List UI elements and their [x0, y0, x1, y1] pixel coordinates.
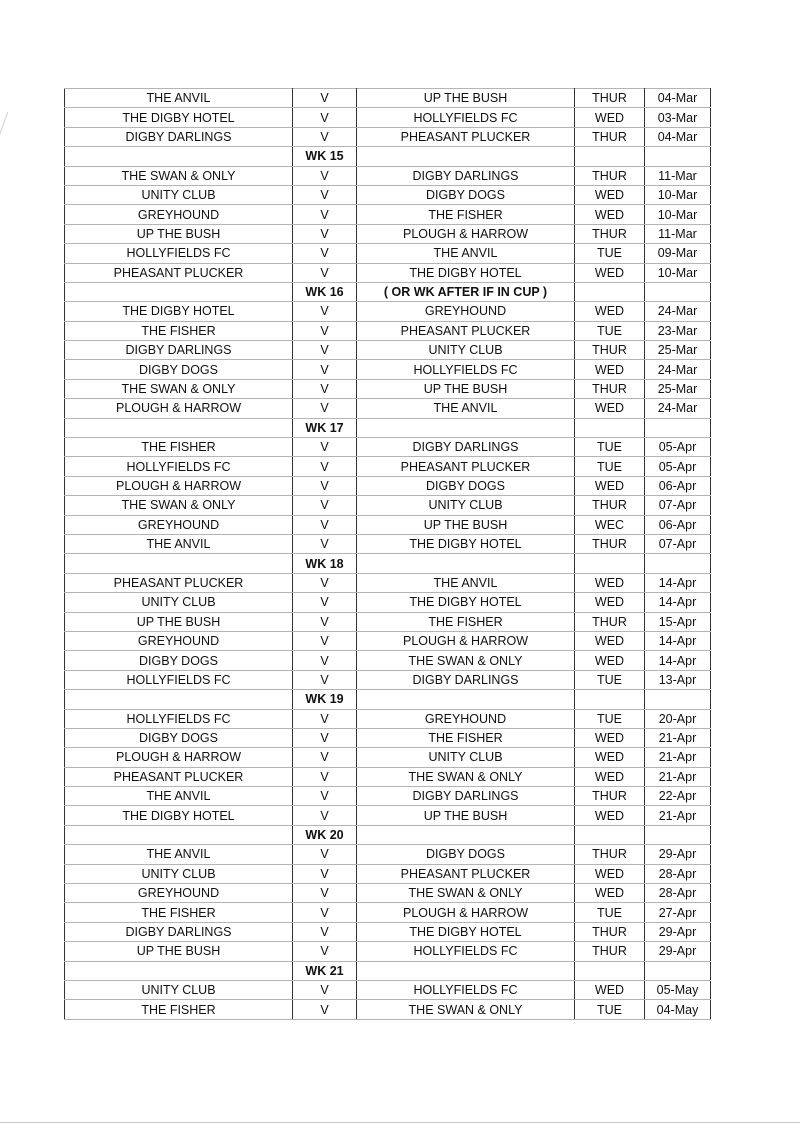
fixture-row — [65, 748, 711, 767]
match-date: 24-Mar — [645, 302, 711, 321]
home-team: HOLLYFIELDS FC — [65, 709, 293, 728]
match-date: 25-Mar — [645, 379, 711, 398]
fixture-row — [65, 360, 711, 379]
match-date: 20-Apr — [645, 709, 711, 728]
versus: V — [293, 457, 357, 476]
fixture-row — [65, 980, 711, 999]
match-date: 21-Apr — [645, 767, 711, 786]
match-date: 07-Apr — [645, 496, 711, 515]
week-date-spacer — [645, 690, 711, 709]
match-day: WED — [575, 980, 645, 999]
away-team: THE DIGBY HOTEL — [357, 593, 575, 612]
fixture-row — [65, 922, 711, 941]
week-spacer — [65, 961, 293, 980]
home-team: THE DIGBY HOTEL — [65, 302, 293, 321]
page-bottom-edge — [0, 1122, 800, 1123]
fixture-row — [65, 379, 711, 398]
week-date-spacer — [645, 147, 711, 166]
week-label: WK 20 — [293, 825, 357, 844]
home-team: PLOUGH & HARROW — [65, 399, 293, 418]
home-team: HOLLYFIELDS FC — [65, 670, 293, 689]
away-team: DIGBY DOGS — [357, 845, 575, 864]
fixture-row — [65, 457, 711, 476]
versus: V — [293, 224, 357, 243]
match-date: 06-Apr — [645, 476, 711, 495]
away-team: THE FISHER — [357, 205, 575, 224]
fixture-row — [65, 593, 711, 612]
week-date-spacer — [645, 418, 711, 437]
home-team: DIGBY DARLINGS — [65, 341, 293, 360]
match-day: WED — [575, 651, 645, 670]
week-header-row — [65, 418, 711, 437]
fixture-row — [65, 806, 711, 825]
away-team: PHEASANT PLUCKER — [357, 864, 575, 883]
home-team: DIGBY DOGS — [65, 728, 293, 747]
match-date: 13-Apr — [645, 670, 711, 689]
fixture-row — [65, 205, 711, 224]
fixture-row — [65, 670, 711, 689]
fixture-row — [65, 884, 711, 903]
week-note — [357, 961, 575, 980]
home-team: HOLLYFIELDS FC — [65, 244, 293, 263]
match-date: 04-Mar — [645, 127, 711, 146]
week-note — [357, 418, 575, 437]
away-team: UNITY CLUB — [357, 341, 575, 360]
match-date: 09-Mar — [645, 244, 711, 263]
match-day: THUR — [575, 612, 645, 631]
away-team: THE FISHER — [357, 728, 575, 747]
away-team: THE FISHER — [357, 612, 575, 631]
fixture-row — [65, 787, 711, 806]
versus: V — [293, 709, 357, 728]
match-date: 05-May — [645, 980, 711, 999]
away-team: THE SWAN & ONLY — [357, 767, 575, 786]
away-team: GREYHOUND — [357, 302, 575, 321]
match-date: 03-Mar — [645, 108, 711, 127]
fixture-row — [65, 476, 711, 495]
match-date: 22-Apr — [645, 787, 711, 806]
match-day: THUR — [575, 787, 645, 806]
week-header-row — [65, 147, 711, 166]
week-spacer — [65, 825, 293, 844]
match-day: TUE — [575, 457, 645, 476]
fixture-row — [65, 263, 711, 282]
away-team: PLOUGH & HARROW — [357, 631, 575, 650]
away-team: THE SWAN & ONLY — [357, 884, 575, 903]
match-day: THUR — [575, 534, 645, 553]
week-spacer — [65, 282, 293, 301]
match-date: 04-May — [645, 1000, 711, 1019]
away-team: THE SWAN & ONLY — [357, 1000, 575, 1019]
match-date: 10-Mar — [645, 263, 711, 282]
versus: V — [293, 631, 357, 650]
away-team: DIGBY DARLINGS — [357, 670, 575, 689]
versus: V — [293, 980, 357, 999]
match-date: 21-Apr — [645, 728, 711, 747]
fixture-row — [65, 399, 711, 418]
away-team: UP THE BUSH — [357, 515, 575, 534]
fixture-row — [65, 534, 711, 553]
week-date-spacer — [645, 825, 711, 844]
match-date: 14-Apr — [645, 651, 711, 670]
match-day: TUE — [575, 670, 645, 689]
home-team: THE SWAN & ONLY — [65, 379, 293, 398]
match-date: 29-Apr — [645, 942, 711, 961]
versus: V — [293, 593, 357, 612]
versus: V — [293, 787, 357, 806]
versus: V — [293, 127, 357, 146]
home-team: THE SWAN & ONLY — [65, 496, 293, 515]
versus: V — [293, 884, 357, 903]
versus: V — [293, 496, 357, 515]
match-day: WED — [575, 767, 645, 786]
versus: V — [293, 728, 357, 747]
fixtures-table — [64, 88, 711, 1020]
home-team: UP THE BUSH — [65, 224, 293, 243]
versus: V — [293, 379, 357, 398]
week-note — [357, 554, 575, 573]
versus: V — [293, 341, 357, 360]
match-day: WED — [575, 806, 645, 825]
match-day: WED — [575, 263, 645, 282]
match-day: TUE — [575, 1000, 645, 1019]
home-team: PHEASANT PLUCKER — [65, 767, 293, 786]
match-day: THUR — [575, 224, 645, 243]
week-date-spacer — [645, 961, 711, 980]
versus: V — [293, 864, 357, 883]
home-team: THE FISHER — [65, 438, 293, 457]
fixture-row — [65, 864, 711, 883]
home-team: UNITY CLUB — [65, 980, 293, 999]
match-date: 27-Apr — [645, 903, 711, 922]
match-date: 11-Mar — [645, 166, 711, 185]
match-day: WED — [575, 573, 645, 592]
match-date: 23-Mar — [645, 321, 711, 340]
home-team: UP THE BUSH — [65, 942, 293, 961]
home-team: DIGBY DOGS — [65, 651, 293, 670]
home-team: THE ANVIL — [65, 845, 293, 864]
home-team: PHEASANT PLUCKER — [65, 573, 293, 592]
week-day-spacer — [575, 147, 645, 166]
away-team: PLOUGH & HARROW — [357, 903, 575, 922]
versus: V — [293, 515, 357, 534]
away-team: PLOUGH & HARROW — [357, 224, 575, 243]
week-spacer — [65, 147, 293, 166]
match-day: WEC — [575, 515, 645, 534]
fixture-row — [65, 612, 711, 631]
fixture-row — [65, 166, 711, 185]
versus: V — [293, 670, 357, 689]
match-date: 10-Mar — [645, 205, 711, 224]
fixture-row — [65, 767, 711, 786]
away-team: DIGBY DARLINGS — [357, 787, 575, 806]
match-day: THUR — [575, 127, 645, 146]
versus: V — [293, 476, 357, 495]
home-team: HOLLYFIELDS FC — [65, 457, 293, 476]
fixture-row — [65, 942, 711, 961]
match-day: WED — [575, 399, 645, 418]
home-team: UP THE BUSH — [65, 612, 293, 631]
match-day: WED — [575, 108, 645, 127]
home-team: PLOUGH & HARROW — [65, 748, 293, 767]
home-team: THE FISHER — [65, 321, 293, 340]
away-team: DIGBY DOGS — [357, 476, 575, 495]
away-team: THE DIGBY HOTEL — [357, 922, 575, 941]
versus: V — [293, 942, 357, 961]
away-team: UP THE BUSH — [357, 89, 575, 108]
match-day: WED — [575, 476, 645, 495]
fixture-row — [65, 302, 711, 321]
away-team: THE ANVIL — [357, 573, 575, 592]
fixture-row — [65, 438, 711, 457]
week-date-spacer — [645, 554, 711, 573]
week-header-row — [65, 554, 711, 573]
match-day: TUE — [575, 709, 645, 728]
versus: V — [293, 399, 357, 418]
week-day-spacer — [575, 554, 645, 573]
home-team: GREYHOUND — [65, 205, 293, 224]
match-date: 28-Apr — [645, 884, 711, 903]
fixture-row — [65, 1000, 711, 1019]
home-team: THE DIGBY HOTEL — [65, 108, 293, 127]
home-team: THE DIGBY HOTEL — [65, 806, 293, 825]
away-team: HOLLYFIELDS FC — [357, 360, 575, 379]
away-team: PHEASANT PLUCKER — [357, 321, 575, 340]
week-header-row — [65, 961, 711, 980]
week-label: WK 19 — [293, 690, 357, 709]
week-day-spacer — [575, 282, 645, 301]
match-day: WED — [575, 205, 645, 224]
home-team: GREYHOUND — [65, 515, 293, 534]
match-day: THUR — [575, 166, 645, 185]
versus: V — [293, 166, 357, 185]
versus: V — [293, 767, 357, 786]
match-day: TUE — [575, 438, 645, 457]
match-date: 07-Apr — [645, 534, 711, 553]
versus: V — [293, 612, 357, 631]
away-team: THE DIGBY HOTEL — [357, 263, 575, 282]
versus: V — [293, 302, 357, 321]
week-header-row — [65, 690, 711, 709]
match-date: 06-Apr — [645, 515, 711, 534]
away-team: UNITY CLUB — [357, 748, 575, 767]
fixture-row — [65, 108, 711, 127]
match-date: 28-Apr — [645, 864, 711, 883]
week-day-spacer — [575, 418, 645, 437]
match-day: THUR — [575, 942, 645, 961]
match-day: THUR — [575, 379, 645, 398]
home-team: THE ANVIL — [65, 534, 293, 553]
match-date: 21-Apr — [645, 748, 711, 767]
week-label: WK 17 — [293, 418, 357, 437]
home-team: THE ANVIL — [65, 787, 293, 806]
versus: V — [293, 185, 357, 204]
home-team: UNITY CLUB — [65, 864, 293, 883]
week-spacer — [65, 418, 293, 437]
match-date: 05-Apr — [645, 438, 711, 457]
week-label: WK 21 — [293, 961, 357, 980]
match-date: 10-Mar — [645, 185, 711, 204]
away-team: UP THE BUSH — [357, 806, 575, 825]
match-date: 21-Apr — [645, 806, 711, 825]
away-team: THE SWAN & ONLY — [357, 651, 575, 670]
fixture-row — [65, 321, 711, 340]
match-date: 11-Mar — [645, 224, 711, 243]
match-date: 15-Apr — [645, 612, 711, 631]
versus: V — [293, 748, 357, 767]
away-team: THE ANVIL — [357, 399, 575, 418]
match-date: 29-Apr — [645, 845, 711, 864]
fixture-row — [65, 185, 711, 204]
versus: V — [293, 903, 357, 922]
week-note — [357, 147, 575, 166]
match-date: 14-Apr — [645, 631, 711, 650]
versus: V — [293, 89, 357, 108]
week-day-spacer — [575, 825, 645, 844]
versus: V — [293, 205, 357, 224]
week-date-spacer — [645, 282, 711, 301]
fixture-row — [65, 631, 711, 650]
week-note — [357, 690, 575, 709]
away-team: DIGBY DARLINGS — [357, 166, 575, 185]
home-team: GREYHOUND — [65, 884, 293, 903]
away-team: HOLLYFIELDS FC — [357, 108, 575, 127]
match-day: THUR — [575, 922, 645, 941]
away-team: UP THE BUSH — [357, 379, 575, 398]
home-team: DIGBY DARLINGS — [65, 127, 293, 146]
match-day: WED — [575, 728, 645, 747]
match-day: THUR — [575, 341, 645, 360]
match-date: 24-Mar — [645, 360, 711, 379]
match-day: WED — [575, 864, 645, 883]
week-header-row — [65, 825, 711, 844]
match-date: 25-Mar — [645, 341, 711, 360]
match-day: WED — [575, 185, 645, 204]
away-team: THE ANVIL — [357, 244, 575, 263]
match-day: WED — [575, 631, 645, 650]
away-team: PHEASANT PLUCKER — [357, 127, 575, 146]
match-date: 14-Apr — [645, 593, 711, 612]
match-day: WED — [575, 302, 645, 321]
week-header-row — [65, 282, 711, 301]
versus: V — [293, 438, 357, 457]
match-day: THUR — [575, 496, 645, 515]
versus: V — [293, 360, 357, 379]
match-day: TUE — [575, 321, 645, 340]
versus: V — [293, 321, 357, 340]
fixture-row — [65, 651, 711, 670]
away-team: PHEASANT PLUCKER — [357, 457, 575, 476]
week-label: WK 18 — [293, 554, 357, 573]
match-day: WED — [575, 360, 645, 379]
match-date: 04-Mar — [645, 89, 711, 108]
away-team: UNITY CLUB — [357, 496, 575, 515]
fixture-row — [65, 728, 711, 747]
home-team: THE ANVIL — [65, 89, 293, 108]
match-date: 14-Apr — [645, 573, 711, 592]
match-date: 24-Mar — [645, 399, 711, 418]
home-team: UNITY CLUB — [65, 593, 293, 612]
home-team: DIGBY DOGS — [65, 360, 293, 379]
week-spacer — [65, 554, 293, 573]
versus: V — [293, 922, 357, 941]
versus: V — [293, 806, 357, 825]
versus: V — [293, 534, 357, 553]
home-team: PLOUGH & HARROW — [65, 476, 293, 495]
match-day: WED — [575, 884, 645, 903]
week-label: WK 15 — [293, 147, 357, 166]
home-team: UNITY CLUB — [65, 185, 293, 204]
match-date: 05-Apr — [645, 457, 711, 476]
match-day: THUR — [575, 845, 645, 864]
week-note — [357, 825, 575, 844]
match-day: TUE — [575, 903, 645, 922]
fixture-row — [65, 89, 711, 108]
match-date: 29-Apr — [645, 922, 711, 941]
fixture-row — [65, 341, 711, 360]
fixtures-table-body — [65, 89, 711, 1020]
fixture-row — [65, 127, 711, 146]
versus: V — [293, 651, 357, 670]
fixture-row — [65, 244, 711, 263]
fixture-row — [65, 573, 711, 592]
away-team: GREYHOUND — [357, 709, 575, 728]
versus: V — [293, 1000, 357, 1019]
versus: V — [293, 845, 357, 864]
home-team: PHEASANT PLUCKER — [65, 263, 293, 282]
versus: V — [293, 573, 357, 592]
away-team: DIGBY DOGS — [357, 185, 575, 204]
fixture-row — [65, 709, 711, 728]
match-day: WED — [575, 748, 645, 767]
match-day: THUR — [575, 89, 645, 108]
week-label: WK 16 — [293, 282, 357, 301]
week-day-spacer — [575, 690, 645, 709]
fixture-row — [65, 903, 711, 922]
scan-margin-mark — [0, 112, 14, 152]
fixture-row — [65, 515, 711, 534]
away-team: HOLLYFIELDS FC — [357, 942, 575, 961]
fixture-row — [65, 496, 711, 515]
away-team: DIGBY DARLINGS — [357, 438, 575, 457]
versus: V — [293, 244, 357, 263]
week-day-spacer — [575, 961, 645, 980]
match-day: TUE — [575, 244, 645, 263]
home-team: THE SWAN & ONLY — [65, 166, 293, 185]
home-team: THE FISHER — [65, 903, 293, 922]
home-team: DIGBY DARLINGS — [65, 922, 293, 941]
match-day: WED — [575, 593, 645, 612]
away-team: HOLLYFIELDS FC — [357, 980, 575, 999]
week-note: ( OR WK AFTER IF IN CUP ) — [357, 282, 575, 301]
versus: V — [293, 263, 357, 282]
week-spacer — [65, 690, 293, 709]
versus: V — [293, 108, 357, 127]
fixture-row — [65, 224, 711, 243]
away-team: THE DIGBY HOTEL — [357, 534, 575, 553]
fixture-row — [65, 845, 711, 864]
home-team: THE FISHER — [65, 1000, 293, 1019]
home-team: GREYHOUND — [65, 631, 293, 650]
